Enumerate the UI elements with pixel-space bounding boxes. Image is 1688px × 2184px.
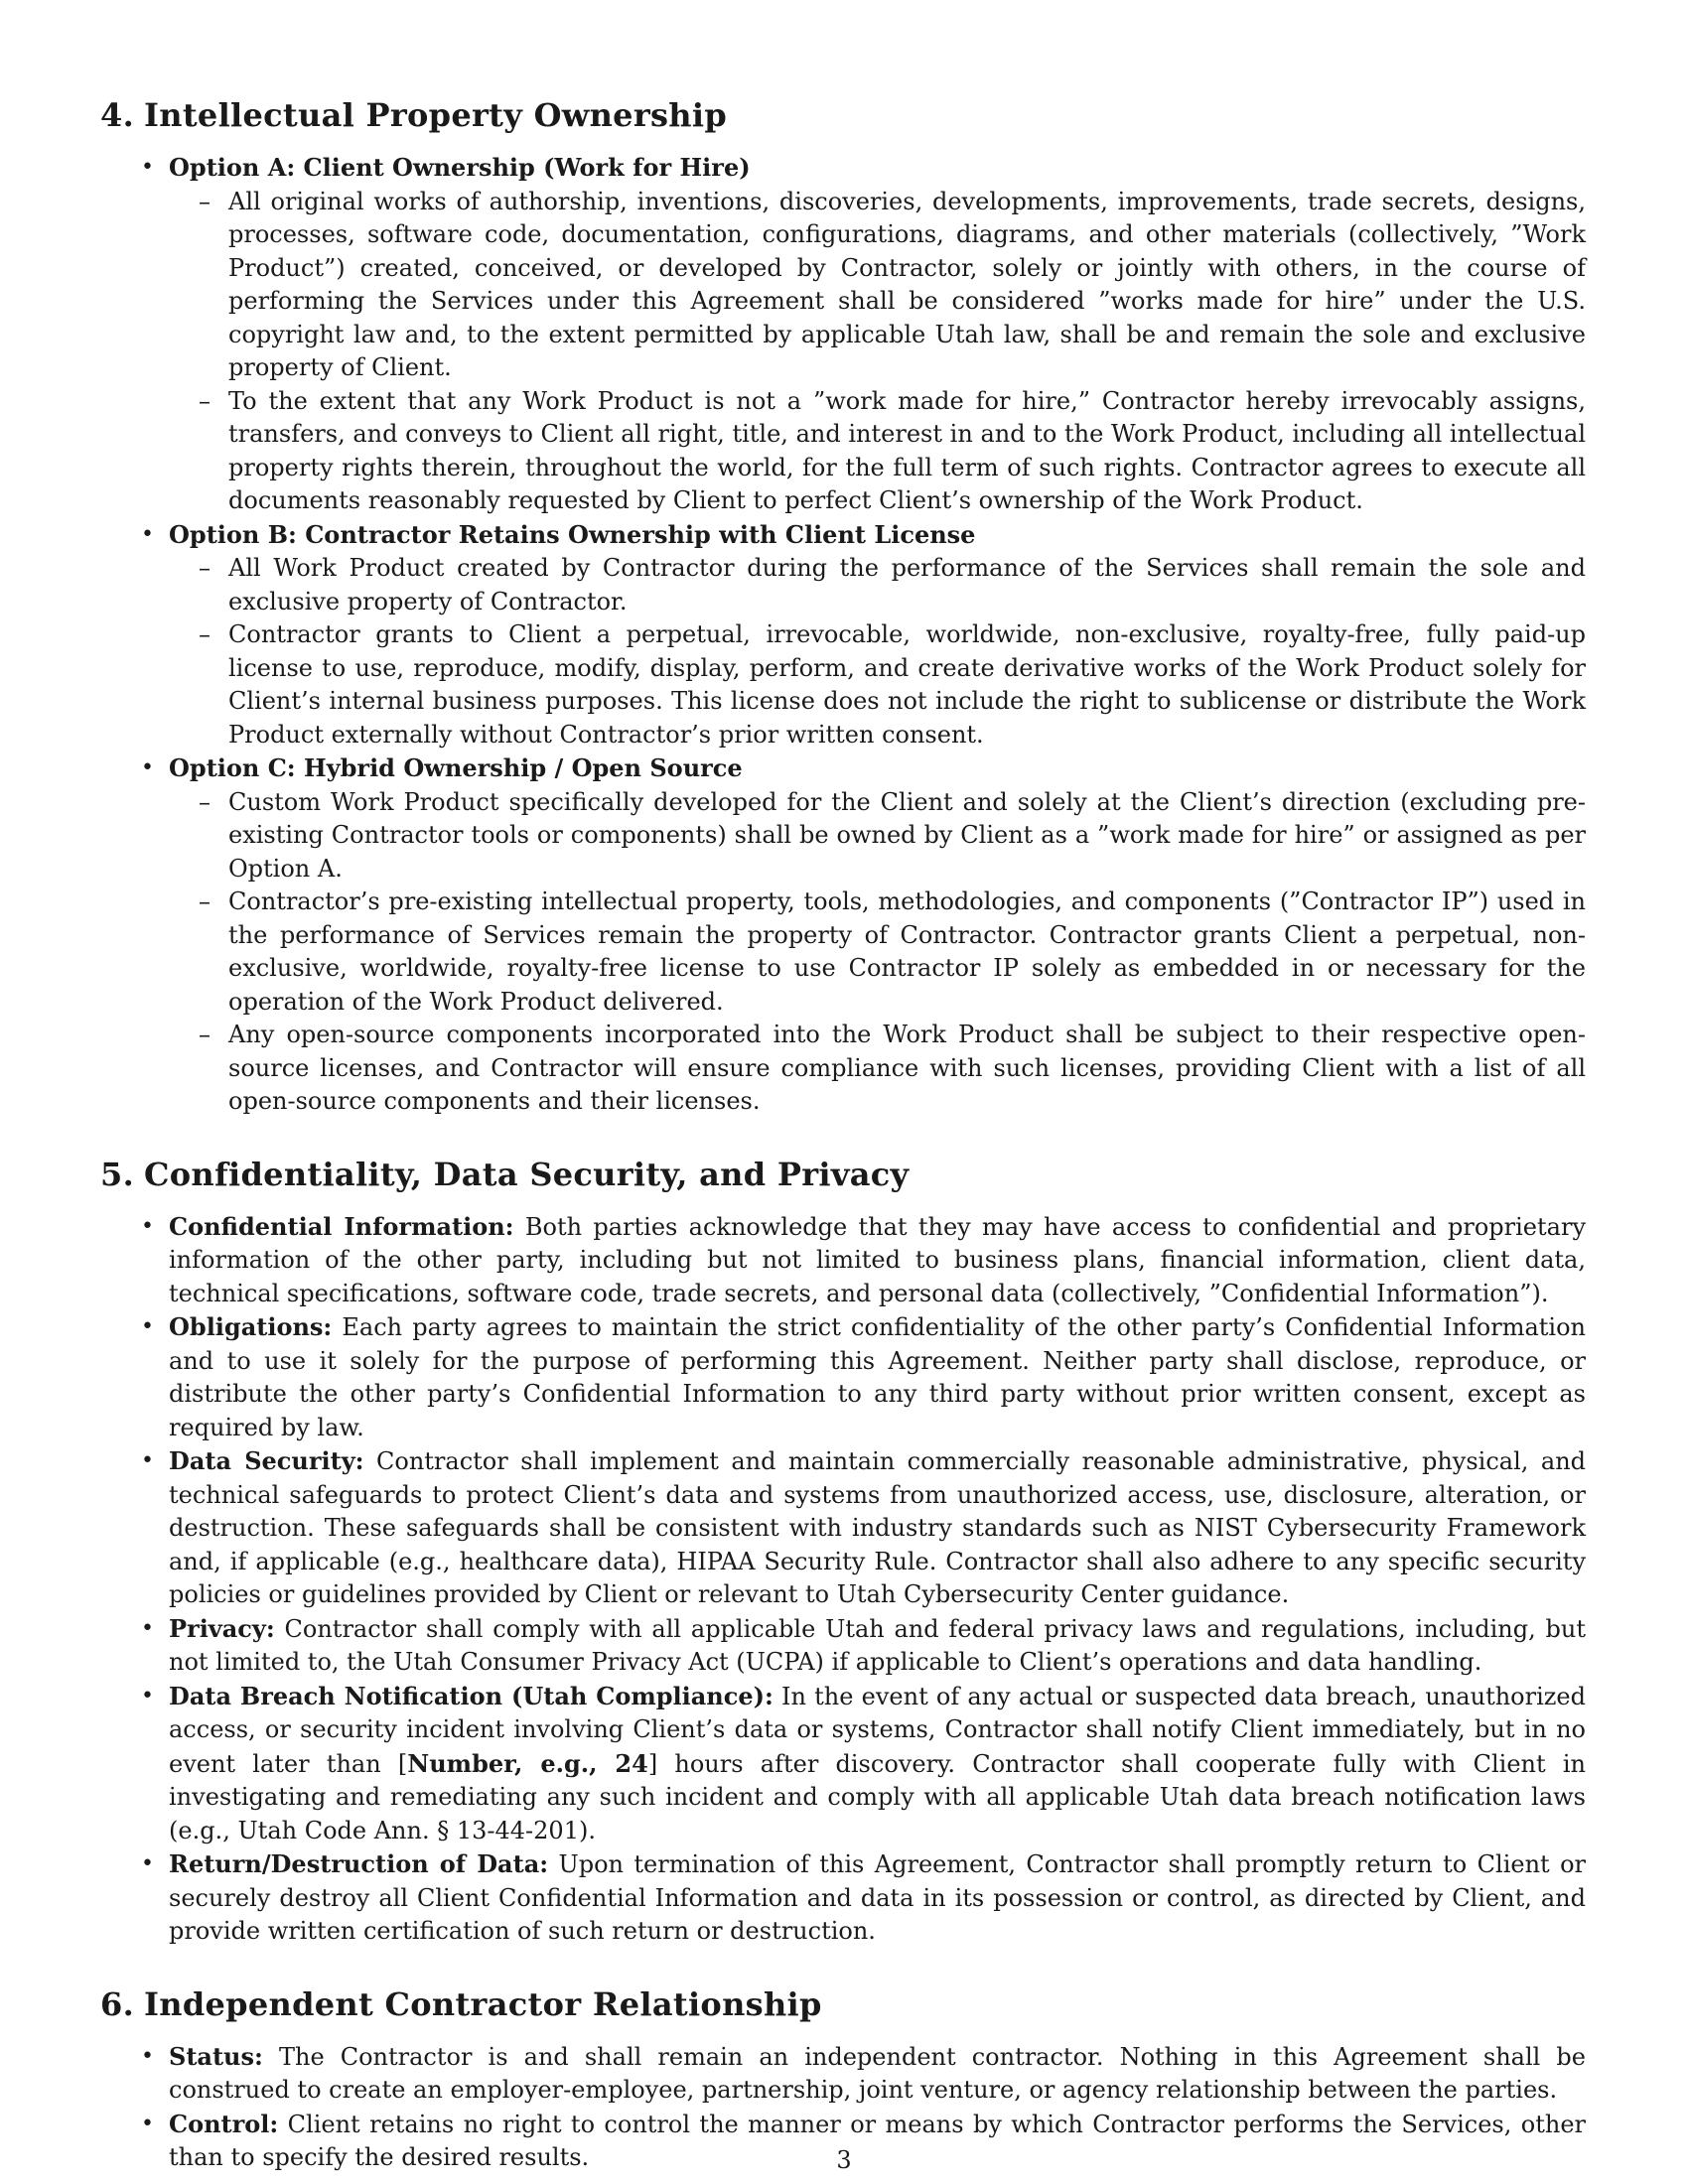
option-list (100, 151, 1586, 1119)
item-text: Custom Work Product specifically developed for the Client and solely at the Client’s direction (excluding pre-existing Contractor tools or components) shall be owned by Client as a ”work made for hire” or assigned as per Option A. (228, 787, 1586, 883)
section-heading (100, 1984, 1586, 2024)
option-title: Option A: Client Ownership (Work for Hire) (169, 153, 751, 182)
list-item (199, 552, 1586, 618)
clause-label: Confidential Information: (169, 1211, 514, 1241)
dash-icon: – (199, 620, 211, 648)
clause-text: Contractor shall implement and maintain commercially reasonable administrative, physical, and technical safeguards to protect Client’s data and systems from unauthorized access, use, disclosure, alteration, or destruction. These safeguards shall be consistent with industry standards such as NIST Cybersecurity Framework and, if applicable (e.g., healthcare data), HIPAA Security Rule. Contractor shall also adhere to any specific security policies or guidelines provided by Client or relevant to Utah Cybersecurity Center guidance. (169, 1447, 1587, 1608)
document-page (100, 95, 1586, 2175)
clause-text: In the event of any actual or suspected data breach, unauthorized access, or security incident involving Client’s data or systems, Contractor shall notify Client immediately, but in no event later than [ (169, 1682, 1586, 1778)
bullet-icon: • (141, 2111, 154, 2136)
clause-label: Control: (169, 2109, 279, 2138)
bullet-icon: • (141, 1683, 154, 1708)
clause-return-destruction (141, 1847, 1586, 1949)
sub-list (169, 186, 1586, 518)
placeholder-value: Number, e.g., 24 (407, 1748, 648, 1778)
bullet-icon: • (141, 1314, 154, 1339)
item-text: Contractor’s pre-existing intellectual property, tools, methodologies, and components (”Contractor IP”) used in the performance of Services remain the property of Contractor. Contractor grants Client a perpetual, non-exclusive, worldwide, royalty-free license to use Contractor IP solely as embedded in or necessary for the operation of the Work Product delivered. (228, 887, 1586, 1016)
list-item (199, 1019, 1586, 1119)
bullet-icon: • (141, 2043, 154, 2069)
section-ip-ownership (100, 95, 1586, 1119)
bullet-icon: • (141, 155, 154, 180)
item-text: To the extent that any Work Product is not a ”work made for hire,” Contractor hereby irrevocably assigns, transfers, and conveys to Client all right, title, and interest in and to the Work Product, including all intellectual property rights therein, throughout the world, for the full term of such rights. Contractor agrees to execute all documents reasonably requested by Client to perfect Client’s ownership of the Work Product. (228, 386, 1586, 514)
clause-data-breach (141, 1680, 1586, 1848)
bullet-icon: • (141, 521, 154, 547)
list-item (199, 186, 1586, 385)
list-item (199, 618, 1586, 751)
bullet-icon: • (141, 755, 154, 780)
clause-text: Each party agrees to maintain the strict confidentiality of the other party’s Confidential Information and to use it solely for the purpose of performing this Agreement. Neither party shall disclose, reproduce, or distribute the other party’s Confidential Information to any third party without prior written consent, except as required by law. (169, 1313, 1586, 1441)
item-text: Contractor grants to Client a perpetual, irrevocable, worldwide, non-exclusive, royalty-free, fully paid-up license to use, reproduce, modify, display, perform, and create derivative works of the Work Product solely for Client’s internal business purposes. This license does not include the right to sublicense or distribute the Work Product externally without Contractor’s prior written consent. (228, 620, 1586, 749)
clause-confidential-information (141, 1210, 1586, 1311)
clause-label: Status: (169, 2041, 263, 2071)
page-number: 3 (836, 2146, 852, 2174)
clause-label: Privacy: (169, 1613, 275, 1643)
section-heading (100, 1155, 1586, 1194)
bullet-icon: • (141, 1213, 154, 1239)
clause-list (100, 1210, 1586, 1949)
clause-label: Obligations: (169, 1312, 333, 1341)
section-number: 6. (100, 1984, 135, 2023)
dash-icon: – (199, 787, 211, 816)
list-item (199, 886, 1586, 1019)
clause-text: Upon termination of this Agreement, Contractor shall promptly return to Client or securely destroy all Client Confidential Information and data in its possession or control, as directed by Client, and provide written certification of such return or destruction. (169, 1850, 1586, 1945)
section-heading (100, 95, 1586, 135)
option-title: Option C: Hybrid Ownership / Open Source (169, 753, 743, 782)
list-item (199, 385, 1586, 518)
list-item (199, 786, 1586, 887)
section-number: 4. (100, 96, 135, 134)
clause-status (141, 2040, 1586, 2108)
item-text: Any open-source components incorporated into the Work Product shall be subject to their respective open-source licenses, and Contractor will ensure compliance with such licenses, providing Client with a list of all open-source components and their licenses. (228, 1021, 1586, 1115)
item-text: All original works of authorship, inventions, discoveries, developments, improvements, trade secrets, designs, processes, software code, documentation, configurations, diagrams, and other materials (collectively, ”Work Product”) created, conceived, or developed by Contractor, solely or jointly with others, in the course of performing the Services under this Agreement shall be considered ”works made for hire” under the U.S. copyright law and, to the extent permitted by applicable Utah law, shall be and remain the sole and exclusive property of Client. (228, 187, 1586, 381)
section-confidentiality (100, 1155, 1586, 1949)
bullet-icon: • (141, 1851, 154, 1876)
clause-text-after: ] hours after discovery. Contractor shall cooperate fully with Client in investigating and remediating any such incident and comply with all applicable Utah data breach notification laws (e.g., Utah Code Ann. § 13-44-201). (169, 1749, 1586, 1844)
item-text: All Work Product created by Contractor during the performance of the Services shall remain the sole and exclusive property of Contractor. (228, 554, 1586, 615)
section-title: Confidentiality, Data Security, and Privacy (144, 1155, 910, 1193)
dash-icon: – (199, 1021, 211, 1048)
clause-text: Both parties acknowledge that they may have access to confidential and proprietary information of the other party, including but not limited to business plans, financial information, client data, technical specifications, software code, trade secrets, and personal data (collectively, ”Confidential Information”). (169, 1212, 1586, 1307)
dash-icon: – (199, 187, 211, 215)
option-b (141, 518, 1586, 752)
option-c (141, 751, 1586, 1119)
clause-obligations (141, 1310, 1586, 1444)
clause-privacy (141, 1612, 1586, 1680)
sub-list (169, 552, 1586, 751)
clause-text: Client retains no right to control the manner or means by which Contractor performs the Services, other than to specify the desired results. (169, 2110, 1586, 2171)
bullet-icon: • (141, 1448, 154, 1473)
clause-label: Return/Destruction of Data: (169, 1849, 549, 1878)
dash-icon: – (199, 554, 211, 582)
clause-label: Data Security: (169, 1446, 364, 1475)
option-a (141, 151, 1586, 518)
dash-icon: – (199, 386, 211, 415)
bullet-icon: • (141, 1615, 154, 1641)
section-title: Independent Contractor Relationship (144, 1984, 822, 2023)
clause-text: The Contractor is and shall remain an independent contractor. Nothing in this Agreement shall be construed to create an employer-employee, partnership, joint venture, or agency relationship between the parties. (169, 2042, 1586, 2104)
option-title: Option B: Contractor Retains Ownership with Client License (169, 519, 976, 549)
clause-text: Contractor shall comply with all applicable Utah and federal privacy laws and regulations, including, but not limited to, the Utah Consumer Privacy Act (UCPA) if applicable to Client’s operations and data handling. (169, 1614, 1586, 1676)
dash-icon: – (199, 887, 211, 915)
sub-list (169, 786, 1586, 1119)
section-title: Intellectual Property Ownership (144, 96, 728, 134)
section-number: 5. (100, 1155, 135, 1193)
clause-label: Data Breach Notification (Utah Compliance): (169, 1681, 774, 1710)
clause-data-security (141, 1444, 1587, 1612)
